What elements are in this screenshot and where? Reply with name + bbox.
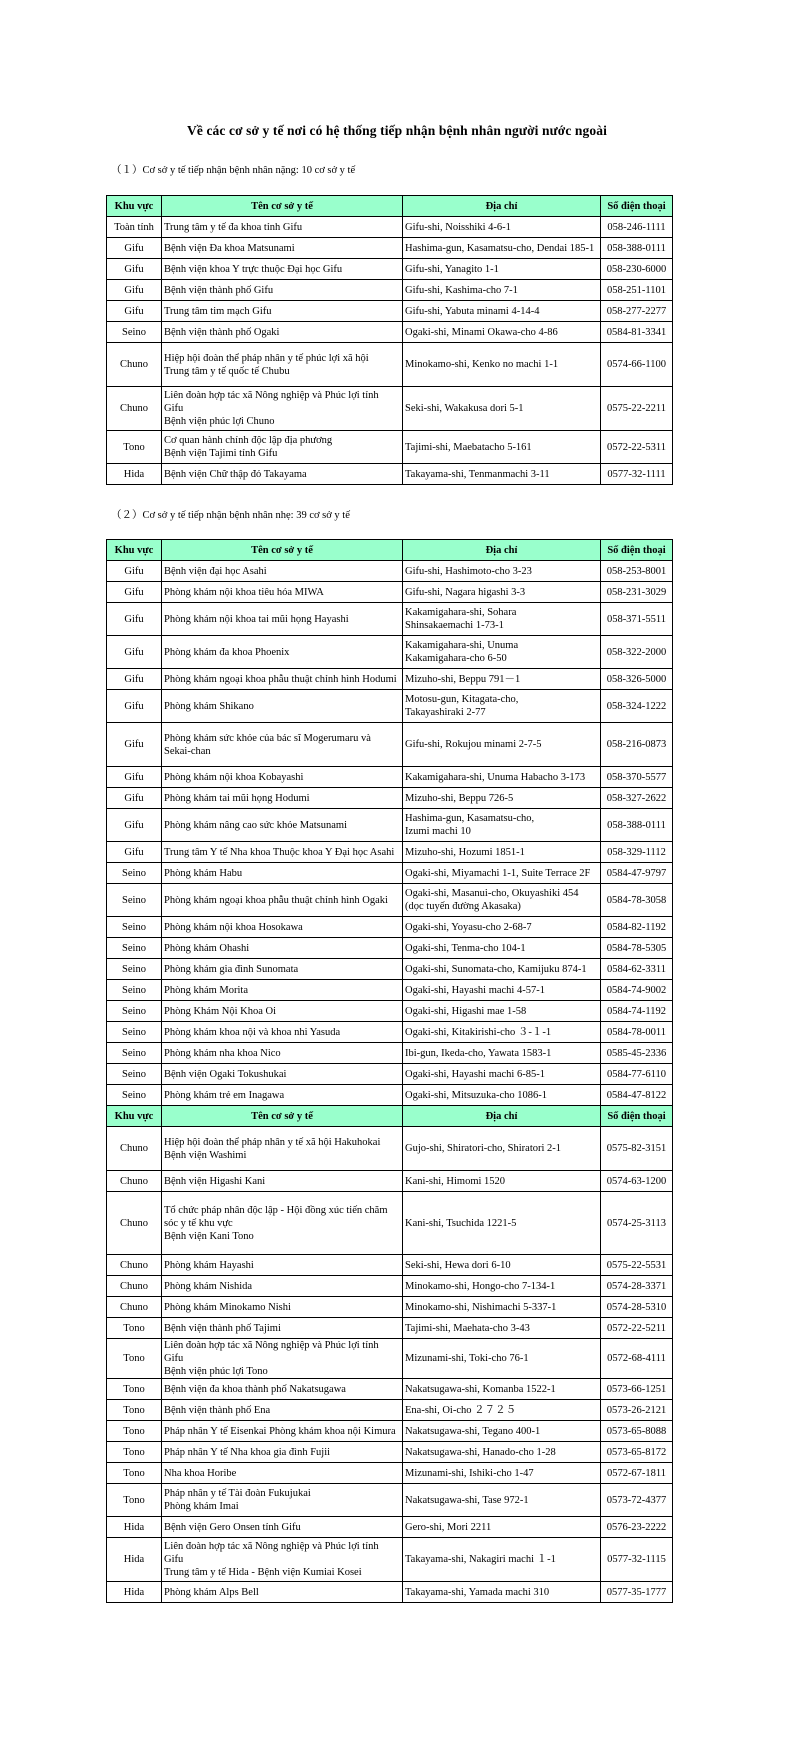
facility-name-cell: Hiệp hội đoàn thể pháp nhân y tế xã hội Hakuhokai Bệnh viện Washimi — [162, 1127, 403, 1171]
facility-name-cell: Liên đoàn hợp tác xã Nông nghiệp và Phúc lợi tỉnh Gifu Trung tâm y tế Hida - Bệnh viện Kumiai Kosei — [162, 1538, 403, 1582]
header-address: Địa chỉ — [403, 1106, 601, 1127]
table-row — [107, 1484, 673, 1517]
facility-name-cell: Bệnh viện thành phố Ena — [162, 1400, 403, 1421]
phone-cell: 0572-67-1811 — [601, 1463, 673, 1484]
phone-cell: 058-324-1222 — [601, 690, 673, 723]
facility-name-cell: Cơ quan hành chính độc lập địa phương Bệnh viện Tajimi tỉnh Gifu — [162, 431, 403, 464]
table-row — [107, 959, 673, 980]
phone-cell: 058-216-0873 — [601, 723, 673, 767]
phone-cell: 058-370-5577 — [601, 767, 673, 788]
phone-cell: 0585-45-2336 — [601, 1043, 673, 1064]
area-cell: Chuno — [107, 1127, 162, 1171]
table-row — [107, 636, 673, 669]
address-cell: Mizuho-shi, Hozumi 1851-1 — [403, 842, 601, 863]
area-cell: Gifu — [107, 636, 162, 669]
address-cell: Ogaki-shi, Mitsuzuka-cho 1086-1 — [403, 1085, 601, 1106]
address-cell: Gero-shi, Mori 2211 — [403, 1517, 601, 1538]
table-row — [107, 767, 673, 788]
facility-name-cell: Phòng khám nội khoa Kobayashi — [162, 767, 403, 788]
facility-name-cell: Phòng khám Habu — [162, 863, 403, 884]
phone-cell: 058-230-6000 — [601, 259, 673, 280]
phone-cell: 058-326-5000 — [601, 669, 673, 690]
address-cell: Hashima-gun, Kasamatsu-cho, Dendai 185-1 — [403, 238, 601, 259]
phone-cell: 058-251-1101 — [601, 280, 673, 301]
table-row — [107, 1379, 673, 1400]
facility-name-cell: Bệnh viện Chữ thập đỏ Takayama — [162, 464, 403, 485]
facility-name-cell: Phòng khám Alps Bell — [162, 1582, 403, 1603]
phone-cell: 058-388-0111 — [601, 238, 673, 259]
address-cell: Mizunami-shi, Ishiki-cho 1-47 — [403, 1463, 601, 1484]
area-cell: Hida — [107, 1582, 162, 1603]
facility-name-cell: Phòng khám nha khoa Nico — [162, 1043, 403, 1064]
phone-cell: 0573-72-4377 — [601, 1484, 673, 1517]
area-cell: Tono — [107, 1463, 162, 1484]
area-cell: Chuno — [107, 343, 162, 387]
facility-name-cell: Phòng khám sức khỏe của bác sĩ Mogerumaru và Sekai-chan — [162, 723, 403, 767]
area-cell: Chuno — [107, 387, 162, 431]
phone-cell: 0574-66-1100 — [601, 343, 673, 387]
address-cell: Gifu-shi, Kashima-cho 7-1 — [403, 280, 601, 301]
area-cell: Tono — [107, 431, 162, 464]
area-cell: Seino — [107, 1043, 162, 1064]
table-row — [107, 690, 673, 723]
facility-name-cell: Phòng khám nâng cao sức khỏe Matsunami — [162, 809, 403, 842]
phone-cell: 0575-22-5531 — [601, 1255, 673, 1276]
address-cell: Takayama-shi, Yamada machi 310 — [403, 1582, 601, 1603]
facility-name-cell: Phòng khám nội khoa tiêu hóa MIWA — [162, 582, 403, 603]
phone-cell: 0584-47-8122 — [601, 1085, 673, 1106]
phone-cell: 0584-78-0011 — [601, 1022, 673, 1043]
table-row — [107, 917, 673, 938]
phone-cell: 0573-26-2121 — [601, 1400, 673, 1421]
address-cell: Motosu-gun, Kitagata-cho, Takayashiraki 2-77 — [403, 690, 601, 723]
table-row — [107, 238, 673, 259]
address-cell: Minokamo-shi, Hongo-cho 7-134-1 — [403, 1276, 601, 1297]
address-cell: Minokamo-shi, Nishimachi 5-337-1 — [403, 1297, 601, 1318]
phone-cell: 0584-62-3311 — [601, 959, 673, 980]
address-cell: Nakatsugawa-shi, Hanado-cho 1-28 — [403, 1442, 601, 1463]
phone-cell: 058-388-0111 — [601, 809, 673, 842]
area-cell: Chuno — [107, 1255, 162, 1276]
address-cell: Ibi-gun, Ikeda-cho, Yawata 1583-1 — [403, 1043, 601, 1064]
area-cell: Tono — [107, 1442, 162, 1463]
phone-cell: 0574-28-3371 — [601, 1276, 673, 1297]
facility-name-cell: Hiệp hội đoàn thể pháp nhân y tế phúc lợi xã hội Trung tâm y tế quốc tế Chubu — [162, 343, 403, 387]
table-row — [107, 1001, 673, 1022]
facility-name-cell: Trung tâm tim mạch Gifu — [162, 301, 403, 322]
phone-cell: 0575-82-3151 — [601, 1127, 673, 1171]
facility-name-cell: Pháp nhân Y tế Nha khoa gia đình Fujii — [162, 1442, 403, 1463]
facility-name-cell: Liên đoàn hợp tác xã Nông nghiệp và Phúc lợi tỉnh Gifu Bệnh viện phúc lợi Chuno — [162, 387, 403, 431]
facility-name-cell: Phòng khám nội khoa tai mũi họng Hayashi — [162, 603, 403, 636]
header-area: Khu vực — [107, 1106, 162, 1127]
phone-cell: 0572-68-4111 — [601, 1339, 673, 1379]
area-cell: Gifu — [107, 767, 162, 788]
header-name: Tên cơ sở y tế — [162, 196, 403, 217]
area-cell: Seino — [107, 1064, 162, 1085]
address-cell: Ogaki-shi, Masanui-cho, Okuyashiki 454 (dọc tuyến đường Akasaka) — [403, 884, 601, 917]
address-cell: Nakatsugawa-shi, Tegano 400-1 — [403, 1421, 601, 1442]
address-cell: Gifu-shi, Hashimoto-cho 3-23 — [403, 561, 601, 582]
facility-name-cell: Trung tâm y tế đa khoa tỉnh Gifu — [162, 217, 403, 238]
header-area: Khu vực — [107, 196, 162, 217]
area-cell: Gifu — [107, 280, 162, 301]
table-row — [107, 809, 673, 842]
phone-cell: 058-329-1112 — [601, 842, 673, 863]
area-cell: Seino — [107, 938, 162, 959]
table-row — [107, 464, 673, 485]
phone-cell: 0584-74-9002 — [601, 980, 673, 1001]
phone-cell: 0574-28-5310 — [601, 1297, 673, 1318]
area-cell: Gifu — [107, 259, 162, 280]
area-cell: Seino — [107, 1022, 162, 1043]
address-cell: Kakamigahara-shi, Unuma Habacho 3-173 — [403, 767, 601, 788]
table-row — [107, 1022, 673, 1043]
address-cell: Ogaki-shi, Miyamachi 1-1, Suite Terrace 2F — [403, 863, 601, 884]
address-cell: Kani-shi, Himomi 1520 — [403, 1171, 601, 1192]
address-cell: Ogaki-shi, Sunomata-cho, Kamijuku 874-1 — [403, 959, 601, 980]
table-row — [107, 582, 673, 603]
facility-name-cell: Phòng khám đa khoa Phoenix — [162, 636, 403, 669]
area-cell: Tono — [107, 1484, 162, 1517]
table-row — [107, 343, 673, 387]
facility-name-cell: Phòng khám Shikano — [162, 690, 403, 723]
table-row — [107, 1255, 673, 1276]
area-cell: Gifu — [107, 561, 162, 582]
facility-name-cell: Phòng khám Ohashi — [162, 938, 403, 959]
phone-cell: 0572-22-5211 — [601, 1318, 673, 1339]
facility-name-cell: Pháp nhân Y tế Eisenkai Phòng khám khoa nội Kimura — [162, 1421, 403, 1442]
area-cell: Seino — [107, 884, 162, 917]
table-row — [107, 1171, 673, 1192]
area-cell: Hida — [107, 1538, 162, 1582]
phone-cell: 058-371-5511 — [601, 603, 673, 636]
table-row — [107, 561, 673, 582]
address-cell: Seki-shi, Wakakusa dori 5-1 — [403, 387, 601, 431]
facility-name-cell: Phòng khám trẻ em Inagawa — [162, 1085, 403, 1106]
table-row — [107, 669, 673, 690]
header-phone: Số điện thoại — [601, 1106, 673, 1127]
address-cell: Tajimi-shi, Maebatacho 5-161 — [403, 431, 601, 464]
address-cell: Gifu-shi, Yanagito 1-1 — [403, 259, 601, 280]
facility-name-cell: Phòng khám Morita — [162, 980, 403, 1001]
facility-name-cell: Bệnh viện thành phố Gifu — [162, 280, 403, 301]
table-header-row — [107, 540, 673, 561]
address-cell: Mizuho-shi, Beppu 726-5 — [403, 788, 601, 809]
table-row — [107, 603, 673, 636]
address-cell: Gifu-shi, Nagara higashi 3-3 — [403, 582, 601, 603]
area-cell: Tono — [107, 1339, 162, 1379]
table-row — [107, 723, 673, 767]
facility-name-cell: Bệnh viện đa khoa thành phố Nakatsugawa — [162, 1379, 403, 1400]
facility-name-cell: Phòng khám nội khoa Hosokawa — [162, 917, 403, 938]
address-cell: Ogaki-shi, Higashi mae 1-58 — [403, 1001, 601, 1022]
phone-cell: 058-231-3029 — [601, 582, 673, 603]
header-address: Địa chỉ — [403, 196, 601, 217]
header-name: Tên cơ sở y tế — [162, 1106, 403, 1127]
area-cell: Gifu — [107, 603, 162, 636]
phone-cell: 0573-65-8088 — [601, 1421, 673, 1442]
section1-heading: （１）Cơ sở y tế tiếp nhận bệnh nhân nặng: 10 cơ sở y tế — [111, 165, 356, 176]
phone-cell: 058-327-2622 — [601, 788, 673, 809]
address-cell: Mizuho-shi, Beppu 791－1 — [403, 669, 601, 690]
address-cell: Hashima-gun, Kasamatsu-cho, Izumi machi 10 — [403, 809, 601, 842]
facility-name-cell: Bệnh viện Ogaki Tokushukai — [162, 1064, 403, 1085]
table-row — [107, 1400, 673, 1421]
table-row — [107, 1421, 673, 1442]
area-cell: Seino — [107, 917, 162, 938]
table-row — [107, 280, 673, 301]
table-row — [107, 1043, 673, 1064]
facility-name-cell: Bệnh viện thành phố Ogaki — [162, 322, 403, 343]
facility-name-cell: Phòng khám ngoại khoa phẫu thuật chỉnh hình Ogaki — [162, 884, 403, 917]
facility-name-cell: Bệnh viện khoa Y trực thuộc Đại học Gifu — [162, 259, 403, 280]
phone-cell: 058-253-8001 — [601, 561, 673, 582]
table-row — [107, 217, 673, 238]
facility-name-cell: Phòng khám gia đình Sunomata — [162, 959, 403, 980]
area-cell: Seino — [107, 1001, 162, 1022]
severe-care-table — [106, 195, 673, 485]
table-row — [107, 884, 673, 917]
table-row — [107, 1064, 673, 1085]
table-row — [107, 322, 673, 343]
table-row — [107, 259, 673, 280]
area-cell: Chuno — [107, 1192, 162, 1255]
address-cell: Kakamigahara-shi, Sohara Shinsakaemachi 1-73-1 — [403, 603, 601, 636]
area-cell: Chuno — [107, 1276, 162, 1297]
address-cell: Tajimi-shi, Maehata-cho 3-43 — [403, 1318, 601, 1339]
facility-name-cell: Phòng khám Hayashi — [162, 1255, 403, 1276]
page-title: Về các cơ sở y tế nơi có hệ thống tiếp nhận bệnh nhân người nước ngoài — [187, 123, 607, 138]
header-area: Khu vực — [107, 540, 162, 561]
address-cell: Gifu-shi, Yabuta minami 4-14-4 — [403, 301, 601, 322]
address-cell: Nakatsugawa-shi, Komanba 1522-1 — [403, 1379, 601, 1400]
address-cell: Nakatsugawa-shi, Tase 972-1 — [403, 1484, 601, 1517]
address-cell: Kani-shi, Tsuchida 1221-5 — [403, 1192, 601, 1255]
area-cell: Seino — [107, 863, 162, 884]
address-cell: Takayama-shi, Nakagiri machi １-1 — [403, 1538, 601, 1582]
facility-name-cell: Phòng khám ngoại khoa phẫu thuật chỉnh hình Hodumi — [162, 669, 403, 690]
table-row — [107, 1297, 673, 1318]
table-row — [107, 788, 673, 809]
area-cell: Seino — [107, 1085, 162, 1106]
area-cell: Gifu — [107, 788, 162, 809]
phone-cell: 0577-35-1777 — [601, 1582, 673, 1603]
area-cell: Gifu — [107, 301, 162, 322]
table-row — [107, 1463, 673, 1484]
phone-cell: 058-246-1111 — [601, 217, 673, 238]
facility-name-cell: Pháp nhân y tế Tài đoàn Fukujukai Phòng khám Imai — [162, 1484, 403, 1517]
area-cell: Hida — [107, 1517, 162, 1538]
facility-name-cell: Tổ chức pháp nhân độc lập - Hội đồng xúc tiến chăm sóc y tế khu vực Bệnh viện Kani Tono — [162, 1192, 403, 1255]
table-row — [107, 1318, 673, 1339]
area-cell: Tono — [107, 1379, 162, 1400]
table-row — [107, 431, 673, 464]
facility-name-cell: Phòng Khám Nội Khoa Oi — [162, 1001, 403, 1022]
area-cell: Seino — [107, 322, 162, 343]
phone-cell: 058-277-2277 — [601, 301, 673, 322]
address-cell: Kakamigahara-shi, Unuma Kakamigahara-cho 6-50 — [403, 636, 601, 669]
address-cell: Ena-shi, Oi-cho ２７２５ — [403, 1400, 601, 1421]
area-cell: Seino — [107, 980, 162, 1001]
table-row — [107, 938, 673, 959]
table-row — [107, 1517, 673, 1538]
header-phone: Số điện thoại — [601, 196, 673, 217]
area-cell: Gifu — [107, 690, 162, 723]
header-phone: Số điện thoại — [601, 540, 673, 561]
area-cell: Gifu — [107, 669, 162, 690]
area-cell: Tono — [107, 1318, 162, 1339]
facility-name-cell: Trung tâm Y tế Nha khoa Thuộc khoa Y Đại học Asahi — [162, 842, 403, 863]
table-row — [107, 1127, 673, 1171]
facility-name-cell: Phòng khám Nishida — [162, 1276, 403, 1297]
address-cell: Takayama-shi, Tenmanmachi 3-11 — [403, 464, 601, 485]
table-row — [107, 1538, 673, 1582]
address-cell: Ogaki-shi, Tenma-cho 104-1 — [403, 938, 601, 959]
table-row — [107, 301, 673, 322]
area-cell: Tono — [107, 1400, 162, 1421]
area-cell: Tono — [107, 1421, 162, 1442]
address-cell: Gifu-shi, Rokujou minami 2-7-5 — [403, 723, 601, 767]
table-row — [107, 1442, 673, 1463]
area-cell: Chuno — [107, 1171, 162, 1192]
address-cell: Mizunami-shi, Toki-cho 76-1 — [403, 1339, 601, 1379]
table-row — [107, 980, 673, 1001]
facility-name-cell: Bệnh viện Gero Onsen tỉnh Gifu — [162, 1517, 403, 1538]
table-row — [107, 1276, 673, 1297]
section2-heading: （２）Cơ sở y tế tiếp nhận bệnh nhân nhẹ: 39 cơ sở y tế — [111, 510, 350, 521]
facility-name-cell: Phòng khám tai mũi họng Hodumi — [162, 788, 403, 809]
phone-cell: 0574-63-1200 — [601, 1171, 673, 1192]
phone-cell: 0572-22-5311 — [601, 431, 673, 464]
area-cell: Gifu — [107, 809, 162, 842]
table-row — [107, 1582, 673, 1603]
phone-cell: 0577-32-1111 — [601, 464, 673, 485]
table-row — [107, 387, 673, 431]
mild-care-table — [106, 539, 673, 1603]
facility-name-cell: Phòng khám Minokamo Nishi — [162, 1297, 403, 1318]
facility-name-cell: Bệnh viện Higashi Kani — [162, 1171, 403, 1192]
phone-cell: 0584-81-3341 — [601, 322, 673, 343]
phone-cell: 0573-66-1251 — [601, 1379, 673, 1400]
area-cell: Gifu — [107, 238, 162, 259]
address-cell: Ogaki-shi, Hayashi machi 6-85-1 — [403, 1064, 601, 1085]
area-cell: Chuno — [107, 1297, 162, 1318]
phone-cell: 0584-74-1192 — [601, 1001, 673, 1022]
table-row — [107, 1192, 673, 1255]
phone-cell: 0574-25-3113 — [601, 1192, 673, 1255]
address-cell: Ogaki-shi, Yoyasu-cho 2-68-7 — [403, 917, 601, 938]
table-row — [107, 1085, 673, 1106]
area-cell: Gifu — [107, 842, 162, 863]
area-cell: Hida — [107, 464, 162, 485]
address-cell: Minokamo-shi, Kenko no machi 1-1 — [403, 343, 601, 387]
phone-cell: 0573-65-8172 — [601, 1442, 673, 1463]
address-cell: Gifu-shi, Noisshiki 4-6-1 — [403, 217, 601, 238]
area-cell: Gifu — [107, 582, 162, 603]
address-cell: Ogaki-shi, Minami Okawa-cho 4-86 — [403, 322, 601, 343]
area-cell: Seino — [107, 959, 162, 980]
facility-name-cell: Bệnh viện thành phố Tajimi — [162, 1318, 403, 1339]
phone-cell: 0584-78-3058 — [601, 884, 673, 917]
phone-cell: 0584-82-1192 — [601, 917, 673, 938]
address-cell: Ogaki-shi, Kitakirishi-cho ３-１-1 — [403, 1022, 601, 1043]
phone-cell: 0577-32-1115 — [601, 1538, 673, 1582]
phone-cell: 0575-22-2211 — [601, 387, 673, 431]
header-address: Địa chỉ — [403, 540, 601, 561]
table-header-row — [107, 1106, 673, 1127]
table-row — [107, 863, 673, 884]
facility-name-cell: Phòng khám khoa nội và khoa nhi Yasuda — [162, 1022, 403, 1043]
header-name: Tên cơ sở y tế — [162, 540, 403, 561]
facility-name-cell: Nha khoa Horibe — [162, 1463, 403, 1484]
phone-cell: 0584-78-5305 — [601, 938, 673, 959]
table-header-row — [107, 196, 673, 217]
phone-cell: 0584-47-9797 — [601, 863, 673, 884]
address-cell: Ogaki-shi, Hayashi machi 4-57-1 — [403, 980, 601, 1001]
phone-cell: 0584-77-6110 — [601, 1064, 673, 1085]
area-cell: Gifu — [107, 723, 162, 767]
facility-name-cell: Bệnh viện đại học Asahi — [162, 561, 403, 582]
table-row — [107, 842, 673, 863]
phone-cell: 058-322-2000 — [601, 636, 673, 669]
facility-name-cell: Bệnh viện Đa khoa Matsunami — [162, 238, 403, 259]
address-cell: Gujo-shi, Shiratori-cho, Shiratori 2-1 — [403, 1127, 601, 1171]
phone-cell: 0576-23-2222 — [601, 1517, 673, 1538]
table-row — [107, 1339, 673, 1379]
address-cell: Seki-shi, Hewa dori 6-10 — [403, 1255, 601, 1276]
facility-name-cell: Liên đoàn hợp tác xã Nông nghiệp và Phúc lợi tỉnh Gifu Bệnh viện phúc lợi Tono — [162, 1339, 403, 1379]
area-cell: Toàn tỉnh — [107, 217, 162, 238]
